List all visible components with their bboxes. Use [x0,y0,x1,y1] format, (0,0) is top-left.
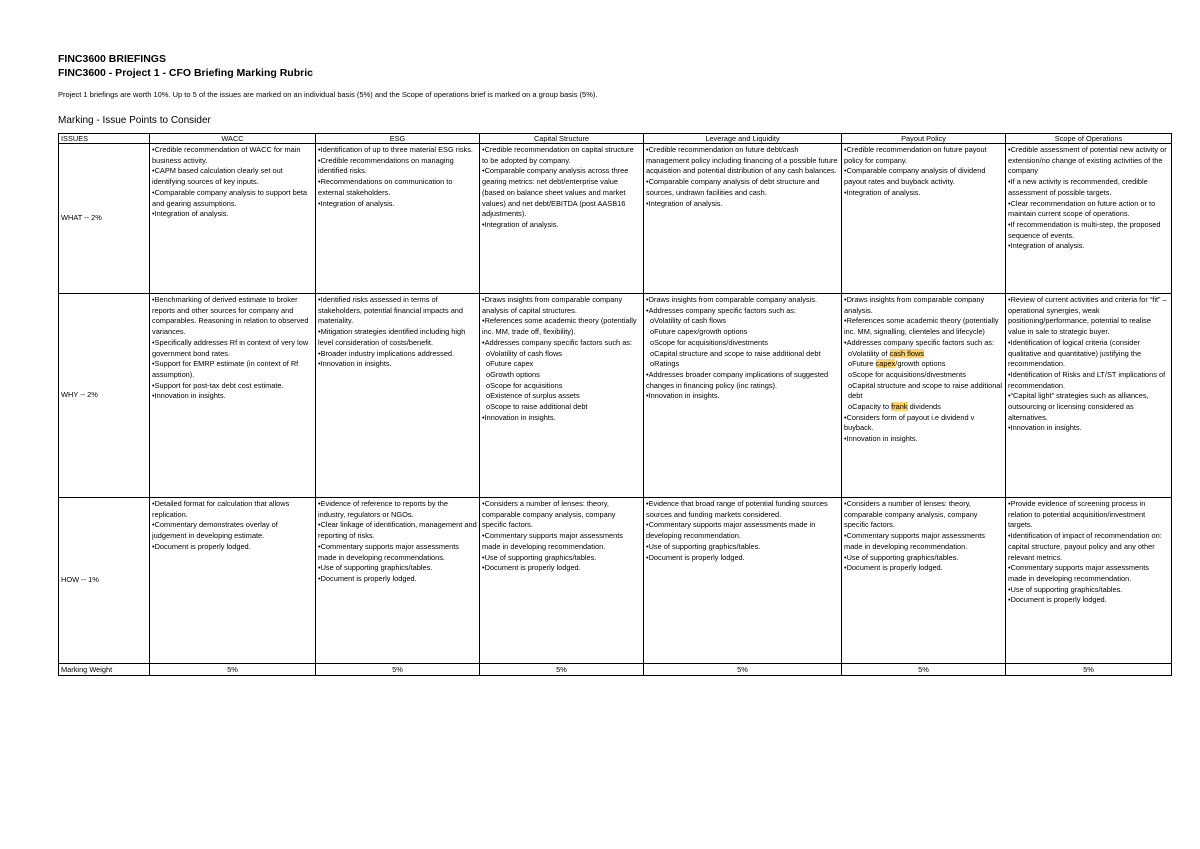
bullet-point: •Comparable company analysis across three gearing metrics: net debt/enterprise value (based on balance sheet values and market values) and net debt/EBITDA (post AASB16 adjustments). [482,166,629,219]
bullet-point: •Comparable company analysis of dividend payout rates and buyback activity. [844,166,986,187]
bullet-point: •Use of supporting graphics/tables. [1008,584,1123,594]
bullet-point: •Innovation in insights. [844,434,918,444]
bullet-point: •Broader industry implications addressed. [318,348,455,358]
table-row [59,144,1172,294]
bullet-point: •Integration of analysis. [482,219,559,229]
bullet-point: •Benchmarking of derived estimate to broker reports and other sources for company and comparables. Reasoning in relation to observed variances. [152,295,309,337]
sub-point: oFuture capex/growth options [650,327,748,337]
bullet-point: •Integration of analysis. [318,198,395,208]
bullet-point: •Credible recommendation of WACC for main business activity. [152,145,301,165]
bullet-point: •Commentary supports major assessments made in developing recommendation. [646,520,816,541]
sub-point: oCapital structure and scope to raise additional debt [650,348,821,358]
cell-how-leverage-liquidity [644,498,842,664]
marking-weight-row [59,664,1172,676]
sub-point: oFuture capex/growth options [848,359,946,369]
bullet-point: •Draws insights from comparable company analysis. [646,295,817,304]
bullet-point: •Clear recommendation on future action or to maintain current scope of operations. [1008,198,1156,219]
column-header-issues: ISSUES [59,134,150,144]
bullet-point: •Document is properly lodged. [1008,595,1107,605]
column-header-leverage-liquidity: Leverage and Liquidity [644,134,842,144]
cell-why-leverage-liquidity [644,294,842,498]
section-heading: Marking - Issue Points to Consider [58,115,211,126]
bullet-point: •Clear linkage of identification, management and reporting of risks. [318,520,477,541]
document-page [58,52,1171,676]
sub-point: oCapacity to frank dividends [848,402,941,412]
bullet-point: •Addresses company specific factors such as: [646,305,797,315]
bullet-point: •Provide evidence of screening process in relation to potential acquisition/investment targets. [1008,499,1146,530]
document-title: FINC3600 BRIEFINGS [58,53,166,65]
cell-how-payout-policy [842,498,1006,664]
bullet-point: •Document is properly lodged. [152,541,251,551]
bullet-point: •Document is properly lodged. [844,563,943,573]
bullet-point: •Evidence of reference to reports by the industry, regulators or NGOs. [318,499,448,519]
sub-point: oScope for acquisitions/divestments [650,337,768,347]
bullet-point: •Considers form of payout i.e dividend v buyback. [844,412,975,433]
bullet-point: •References some academic theory (potentially inc. MM, trade off, flexibility). [482,316,637,337]
weight-esg: 5% [316,664,480,676]
bullet-point: •Use of supporting graphics/tables. [318,563,433,573]
bullet-point: •References some academic theory (potentially inc. MM, signalling, clienteles and lifecycle) [844,316,999,337]
bullet-point: •Integration of analysis. [152,209,229,219]
bullet-point: •Use of supporting graphics/tables. [646,541,761,551]
cell-what-leverage-liquidity [644,144,842,294]
cell-how-capital-structure [480,498,644,664]
column-header-esg: ESG [316,134,480,144]
row-label-why: WHY -- 2% [59,294,150,498]
bullet-point: •Mitigation strategies identified including high level consideration of costs/benefit. [318,327,466,347]
cell-what-scope-of-operations [1006,144,1172,294]
bullet-point: •Identification of up to three material ESG risks. [318,145,473,154]
bullet-point: •Review of current activities and criteria for “fit” – operational synergies, weak positioning/performance, potential to realise value in sale to strategic buyer. [1008,295,1167,337]
cell-what-payout-policy [842,144,1006,294]
table-row [59,294,1172,498]
bullet-point: •Recommendations on communication to external stakeholders. [318,177,453,197]
sub-point: oScope to raise additional debt [486,402,588,412]
bullet-point: •Addresses broader company implications of suggested changes in financing policy (inc ratings). [646,369,829,390]
bullet-point: •Support for post-tax debt cost estimate. [152,380,284,390]
sub-point: oScope for acquisitions/divestments [848,369,966,379]
cell-what-wacc [150,144,316,294]
column-header-payout-policy: Payout Policy [842,134,1006,144]
bullet-point: •If a new activity is recommended, credible assessment of possible targets. [1008,177,1148,197]
bullet-point: •Document is properly lodged. [482,563,581,573]
cell-why-capital-structure [480,294,644,498]
weight-leverage-liquidity: 5% [644,664,842,676]
sub-point: oExistence of surplus assets [486,391,580,401]
cell-why-payout-policy [842,294,1006,498]
marking-rubric-table [58,133,1172,676]
bullet-point: •Commentary supports major assessments made in developing recommendation. [1008,563,1150,583]
bullet-point: •Innovation in insights. [482,412,556,422]
sub-point: oVolatility of cash flows [650,316,726,326]
cell-how-wacc [150,498,316,664]
bullet-point: •Commentary demonstrates overlay of judgement in developing estimate. [152,520,278,541]
marking-weight-label: Marking Weight [59,664,150,676]
sub-point: oRatings [650,359,680,369]
cell-why-wacc [150,294,316,498]
bullet-point: •Support for EMRP estimate (in context of Rf assumption). [152,359,299,379]
column-header-scope-of-operations: Scope of Operations [1006,134,1172,144]
cell-why-esg [316,294,480,498]
bullet-point: •Integration of analysis. [1008,241,1085,251]
sub-point: oCapital structure and scope to raise additional debt [848,380,1003,401]
bullet-point: •Document is properly lodged. [318,573,417,583]
bullet-point: •Credible recommendation on future debt/cash management policy including financing of a possible future acquisition and potential distribution of any cash balances. [646,145,838,176]
bullet-point: •Commentary supports major assessments made in developing recommendation. [482,531,624,551]
bullet-point: •Draws insights from comparable company analysis. [844,295,985,315]
weight-payout-policy: 5% [842,664,1006,676]
bullet-point: •Commentary supports major assessments made in developing recommendation. [844,531,986,551]
bullet-point: •Innovation in insights. [318,359,392,369]
bullet-point: •Addresses company specific factors such as: [844,337,995,347]
bullet-point: •Innovation in insights. [152,391,226,401]
row-label-how: HOW -- 1% [59,498,150,664]
bullet-point: •Commentary supports major assessments made in developing recommendations. [318,541,460,562]
column-header-wacc: WACC [150,134,316,144]
bullet-point: •Use of supporting graphics/tables. [844,552,959,562]
bullet-point: •Detailed format for calculation that allows replication. [152,499,290,519]
bullet-point: •Addresses company specific factors such as: [482,337,633,347]
header-row [59,134,1172,144]
bullet-point: •Integration of analysis. [646,198,723,208]
bullet-point: •Credible recommendation on future payout policy for company. [844,145,987,165]
bullet-point: •“Capital light” strategies such as alliances, outsourcing or licensing considered as alternatives. [1008,391,1149,422]
bullet-point: •Credible recommendations on managing identified risks. [318,155,454,176]
sub-point: oGrowth options [486,369,540,379]
bullet-point: •Considers a number of lenses: theory, comparable company analysis, company specific factors. [482,499,616,530]
cell-how-scope-of-operations [1006,498,1172,664]
row-label-what: WHAT -- 2% [59,144,150,294]
bullet-point: •Innovation in insights. [646,391,720,401]
bullet-point: •Innovation in insights. [1008,423,1082,433]
bullet-point: •Specifically addresses Rf in context of very low government bond rates. [152,337,309,358]
bullet-point: •Comparable company analysis to support beta and gearing assumptions. [152,187,308,208]
bullet-point: •CAPM based calculation clearly set out identifying sources of key inputs. [152,166,283,187]
sub-point: oFuture capex [486,359,534,369]
bullet-point: •Use of supporting graphics/tables. [482,552,597,562]
sub-point: oVolatility of cash flows [486,348,562,358]
cell-what-capital-structure [480,144,644,294]
bullet-point: •Draws insights from comparable company analysis of capital structures. [482,295,623,315]
bullet-point: •Identification of Risks and LT/ST implications of recommendation. [1008,369,1166,390]
cell-why-scope-of-operations [1006,294,1172,498]
bullet-point: •Identified risks assessed in terms of stakeholders, potential financial impacts and materiality. [318,295,464,326]
table-row [59,498,1172,664]
bullet-point: •Comparable company analysis of debt structure and sources, undrawn facilities and cash. [646,177,820,197]
cell-how-esg [316,498,480,664]
bullet-point: •Identification of logical criteria (consider qualitative and quantitative) justifying the recommendation. [1008,337,1142,369]
bullet-point: •Credible assessment of potential new activity or extension/no change of existing activities of the company [1008,145,1167,176]
bullet-point: •Considers a number of lenses: theory, comparable company analysis, company specific factors. [844,499,978,530]
bullet-point: •Evidence that broad range of potential funding sources sources and funding markets considered. [646,499,828,519]
bullet-point: •Identification of impact of recommendation on: capital structure, payout policy and any other relevant metrics. [1008,531,1162,562]
sub-point: oVolatility of cash flows [848,348,925,358]
intro-note: Project 1 briefings are worth 10%. Up to 5 of the issues are marked on an individual basis (5%) and the Scope of operations brief is marked on a group basis (5%). [58,90,598,99]
weight-capital-structure: 5% [480,664,644,676]
weight-scope-of-operations: 5% [1006,664,1172,676]
cell-what-esg [316,144,480,294]
document-subtitle: FINC3600 - Project 1 - CFO Briefing Marking Rubric [58,67,313,79]
bullet-point: •If recommendation is multi-step, the proposed sequence of events. [1008,219,1161,240]
bullet-point: •Document is properly lodged. [646,552,745,562]
bullet-point: •Credible recommendation on capital structure to be adopted by company. [482,145,634,165]
bullet-point: •Integration of analysis. [844,187,921,197]
column-header-capital-structure: Capital Structure [480,134,644,144]
weight-wacc: 5% [150,664,316,676]
sub-point: oScope for acquisitions [486,380,563,390]
rubric-body [59,144,1172,676]
